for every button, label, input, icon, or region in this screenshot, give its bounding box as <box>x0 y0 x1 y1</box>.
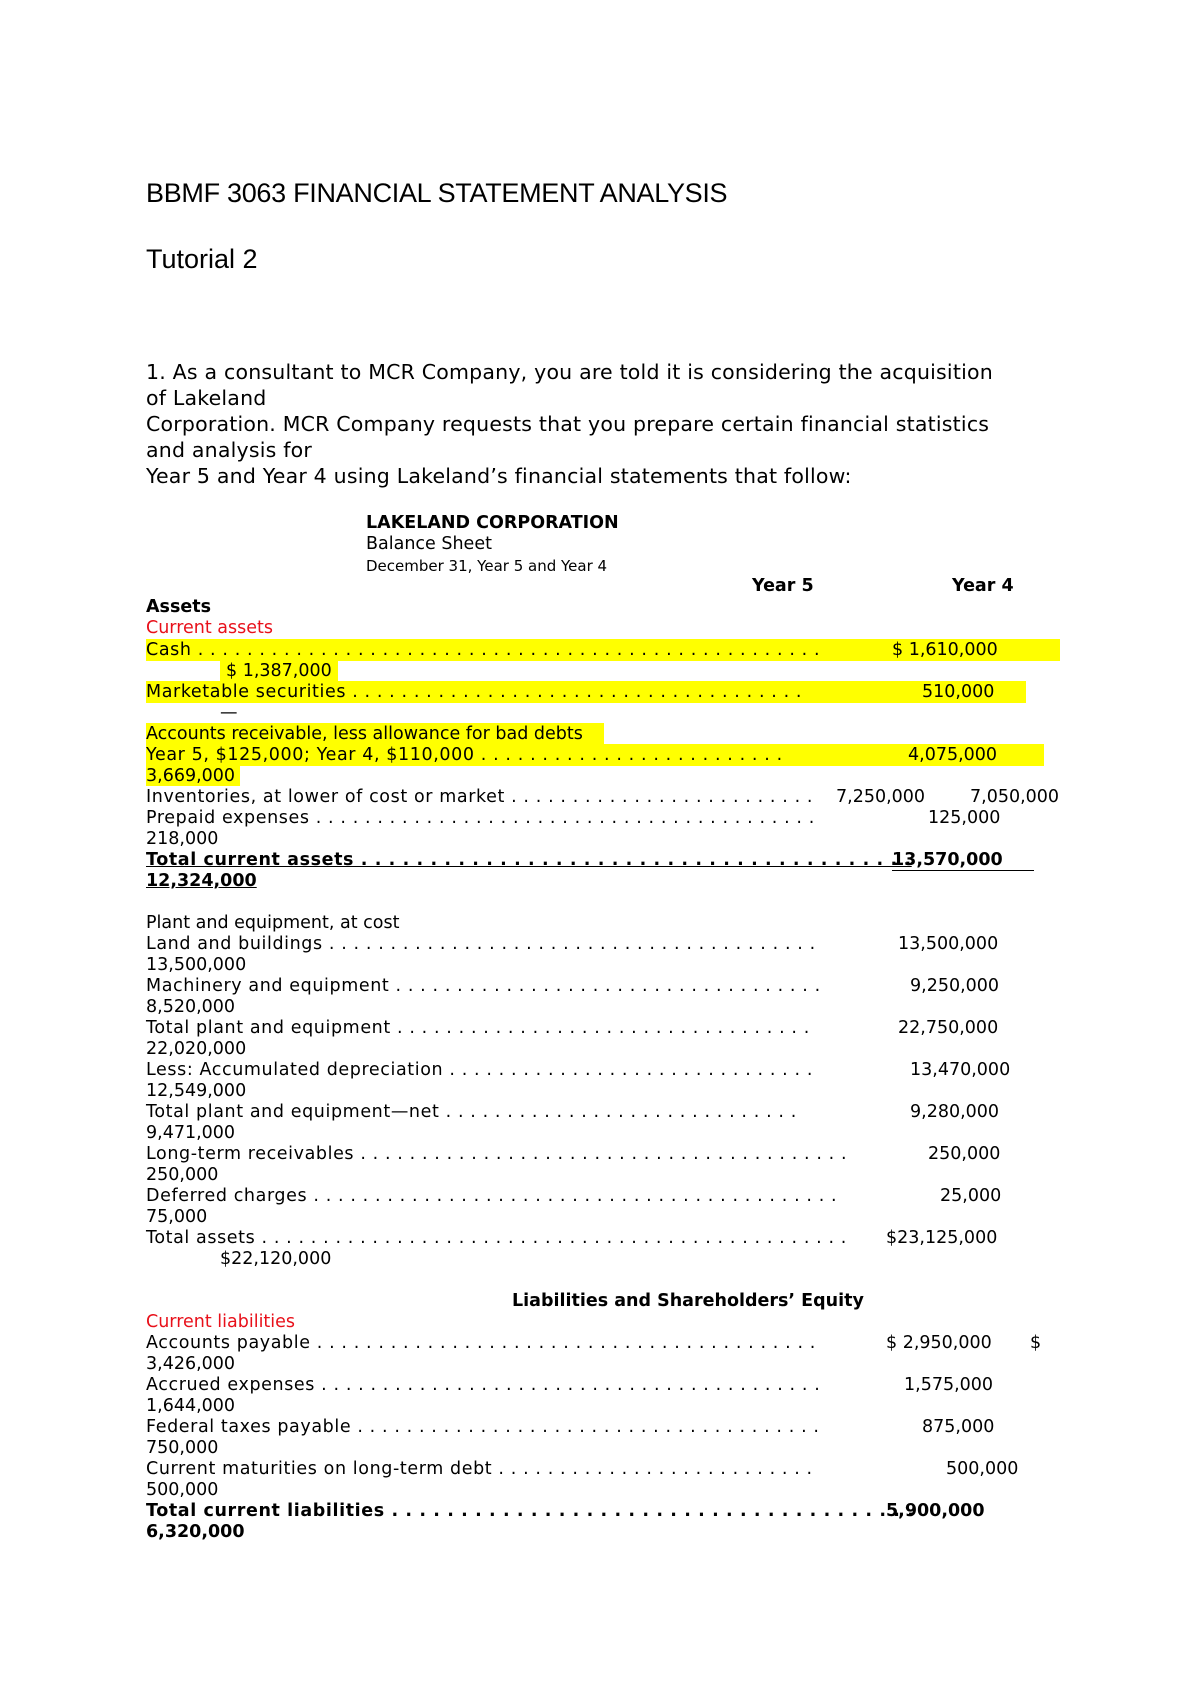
question-line-5: Year 5 and Year 4 using Lakeland’s financial statements that follow: <box>146 464 852 488</box>
current-liabilities-heading: Current liabilities <box>146 1312 296 1332</box>
machinery-equipment-label: Machinery and equipment . . . . . . . . . . . . . . . . . . . . . . . . . . . . . . . . . . . <box>146 976 821 996</box>
prepaid-expenses-label: Prepaid expenses . . . . . . . . . . . . . . . . . . . . . . . . . . . . . . . . . . . . . . . . . <box>146 808 815 828</box>
total-current-assets-label: Total current assets . . . . . . . . . . . . . . . . . . . . . . . . . . . . . . . . . . . . . . . . <box>146 850 912 870</box>
deferred-charges-year5: 25,000 <box>940 1186 1002 1206</box>
tutorial-title: Tutorial 2 <box>146 244 258 274</box>
question-line-3: Corporation. MCR Company requests that you prepare certain financial statistics <box>146 412 990 436</box>
deferred-charges-label: Deferred charges . . . . . . . . . . . . . . . . . . . . . . . . . . . . . . . . . . . . . . . . . . . <box>146 1186 838 1206</box>
inventories-label: Inventories, at lower of cost or market . . . . . . . . . . . . . . . . . . . . . . . . . <box>146 787 814 807</box>
accounts-receivable-year5: 4,075,000 <box>908 745 998 765</box>
cash-year4: $ 1,387,000 <box>226 661 332 681</box>
cash-label: Cash . . . . . . . . . . . . . . . . . . . . . . . . . . . . . . . . . . . . . . . . . . . . . . . . . . . <box>146 640 821 660</box>
long-term-receivables-year4: 250,000 <box>146 1165 219 1185</box>
accounts-receivable-label: Accounts receivable, less allowance for bad debts <box>146 724 583 744</box>
total-assets-year5: $23,125,000 <box>886 1228 998 1248</box>
total-current-liabilities-year5: 5,900,000 <box>886 1501 985 1521</box>
course-title: BBMF 3063 FINANCIAL STATEMENT ANALYSIS <box>146 178 728 208</box>
accounts-receivable-year4: 3,669,000 <box>146 766 236 786</box>
total-current-assets-year5: 13,570,000 <box>892 850 1034 871</box>
question-line-4: and analysis for <box>146 438 312 462</box>
long-term-receivables-year5: 250,000 <box>928 1144 1001 1164</box>
liabilities-heading: Liabilities and Shareholders’ Equity <box>512 1291 864 1311</box>
total-current-assets-year4: 12,324,000 <box>146 871 257 891</box>
total-current-liabilities-label: Total current liabilities . . . . . . . . . . . . . . . . . . . . . . . . . . . . . . . . . . . . . . <box>146 1501 915 1521</box>
federal-taxes-payable-year5: 875,000 <box>922 1417 995 1437</box>
plant-equipment-heading: Plant and equipment, at cost <box>146 913 400 933</box>
prepaid-expenses-year4: 218,000 <box>146 829 219 849</box>
inventories-year5: 7,250,000 <box>836 787 926 807</box>
accounts-payable-label: Accounts payable . . . . . . . . . . . . . . . . . . . . . . . . . . . . . . . . . . . . . . . . . <box>146 1333 816 1353</box>
marketable-securities-label: Marketable securities . . . . . . . . . . . . . . . . . . . . . . . . . . . . . . . . . . . . . <box>146 682 803 702</box>
current-maturities-label: Current maturities on long-term debt . . . . . . . . . . . . . . . . . . . . . . . . . . <box>146 1459 813 1479</box>
marketable-securities-year4: — <box>220 703 238 723</box>
company-name: LAKELAND CORPORATION <box>366 513 619 533</box>
statement-title: Balance Sheet <box>366 534 492 554</box>
inventories-year4: 7,050,000 <box>970 787 1060 807</box>
column-header-year4: Year 4 <box>952 576 1014 596</box>
accrued-expenses-label: Accrued expenses . . . . . . . . . . . . . . . . . . . . . . . . . . . . . . . . . . . . . . . . . <box>146 1375 821 1395</box>
statement-date: December 31, Year 5 and Year 4 <box>366 557 608 575</box>
total-assets-label: Total assets . . . . . . . . . . . . . . . . . . . . . . . . . . . . . . . . . . . . . . . . . . . . . . . . <box>146 1228 847 1248</box>
accumulated-depreciation-year4: 12,549,000 <box>146 1081 247 1101</box>
land-buildings-year5: 13,500,000 <box>898 934 999 954</box>
accounts-payable-year4-sign: $ <box>1030 1333 1042 1353</box>
accounts-payable-year4: 3,426,000 <box>146 1354 236 1374</box>
machinery-equipment-year4: 8,520,000 <box>146 997 236 1017</box>
accumulated-depreciation-label: Less: Accumulated depreciation . . . . . . . . . . . . . . . . . . . . . . . . . . . . . . <box>146 1060 813 1080</box>
accrued-expenses-year4: 1,644,000 <box>146 1396 236 1416</box>
cash-year5: $ 1,610,000 <box>892 640 998 660</box>
accounts-receivable-year-label: Year 5, $125,000; Year 4, $110,000 . . . . . . . . . . . . . . . . . . . . . . . . . <box>146 745 783 765</box>
current-maturities-year4: 500,000 <box>146 1480 219 1500</box>
total-plant-equipment-net-label: Total plant and equipment—net . . . . . . . . . . . . . . . . . . . . . . . . . . . . . <box>146 1102 797 1122</box>
machinery-equipment-year5: 9,250,000 <box>910 976 1000 996</box>
accumulated-depreciation-year5: 13,470,000 <box>910 1060 1011 1080</box>
prepaid-expenses-year5: 125,000 <box>928 808 1001 828</box>
total-plant-equipment-label: Total plant and equipment . . . . . . . . . . . . . . . . . . . . . . . . . . . . . . . . . . <box>146 1018 810 1038</box>
current-maturities-year5: 500,000 <box>946 1459 1019 1479</box>
total-plant-equipment-year4: 22,020,000 <box>146 1039 247 1059</box>
total-current-liabilities-year4: 6,320,000 <box>146 1522 245 1542</box>
question-line-1: 1. As a consultant to MCR Company, you are told it is considering the acquisition <box>146 360 993 384</box>
deferred-charges-year4: 75,000 <box>146 1207 208 1227</box>
column-header-year5: Year 5 <box>752 576 814 596</box>
long-term-receivables-label: Long-term receivables . . . . . . . . . . . . . . . . . . . . . . . . . . . . . . . . . . . . . . . . <box>146 1144 848 1164</box>
total-plant-equipment-net-year4: 9,471,000 <box>146 1123 236 1143</box>
total-plant-equipment-net-year5: 9,280,000 <box>910 1102 1000 1122</box>
land-buildings-label: Land and buildings . . . . . . . . . . . . . . . . . . . . . . . . . . . . . . . . . . . . . . . . <box>146 934 816 954</box>
marketable-securities-year5: 510,000 <box>922 682 995 702</box>
land-buildings-year4: 13,500,000 <box>146 955 247 975</box>
assets-heading: Assets <box>146 597 212 617</box>
total-plant-equipment-year5: 22,750,000 <box>898 1018 999 1038</box>
federal-taxes-payable-label: Federal taxes payable . . . . . . . . . . . . . . . . . . . . . . . . . . . . . . . . . . . . . . <box>146 1417 820 1437</box>
current-assets-heading: Current assets <box>146 618 273 638</box>
federal-taxes-payable-year4: 750,000 <box>146 1438 219 1458</box>
total-assets-year4: $22,120,000 <box>220 1249 332 1269</box>
accrued-expenses-year5: 1,575,000 <box>904 1375 994 1395</box>
accounts-payable-year5: $ 2,950,000 <box>886 1333 992 1353</box>
question-line-2: of Lakeland <box>146 386 267 410</box>
